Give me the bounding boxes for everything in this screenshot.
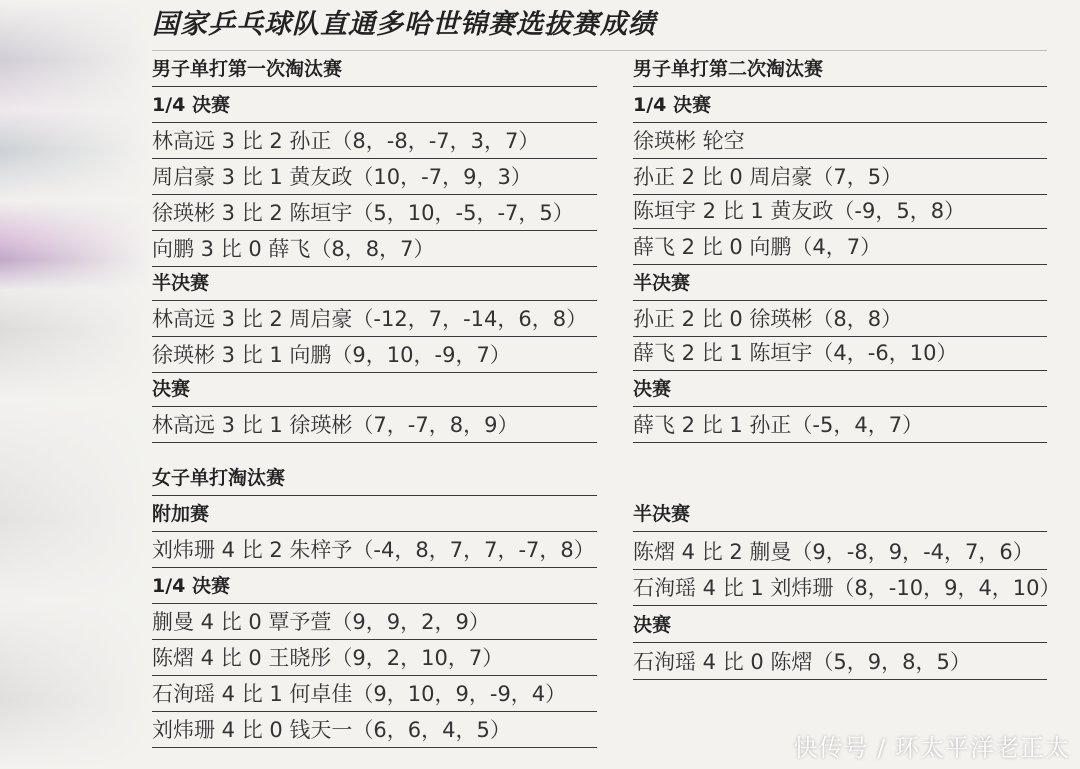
match-result: 陈垣宇 2 比 1 黄友政（-9，5，8）: [633, 194, 1047, 229]
watermark: 快传号 / 环太平洋老正太: [793, 734, 1070, 762]
match-result: 刘炜珊 4 比 0 钱天一（6，6，4，5）: [152, 713, 597, 748]
round-label-semifinal: 半决赛: [633, 497, 1047, 532]
match-result: 蒯曼 4 比 0 覃予萱（9，9，2，9）: [152, 605, 597, 640]
match-result: 薛飞 2 比 0 向鹏（4，7）: [633, 230, 1047, 265]
background-artwork: [0, 0, 150, 769]
round-label-final: 决赛: [152, 372, 597, 407]
match-result: 林高远 3 比 1 徐瑛彬（7，-7，8，9）: [152, 408, 597, 443]
match-result: 陈熠 4 比 2 蒯曼（9，-8，9，-4，7，6）: [633, 535, 1047, 570]
match-result: 周启豪 3 比 1 黄友政（10，-7，9，3）: [152, 160, 597, 195]
section-heading-womens: 女子单打淘汰赛: [152, 461, 597, 496]
section-heading-mens-second: 男子单打第二次淘汰赛: [633, 52, 1047, 87]
title-divider: [152, 50, 1047, 51]
match-result: 徐瑛彬 3 比 1 向鹏（9，10，-9，7）: [152, 338, 597, 373]
round-label-quarterfinal: 1/4 决赛: [633, 88, 1047, 123]
round-label-quarterfinal: 1/4 决赛: [152, 569, 597, 604]
match-result: 向鹏 3 比 0 薛飞（8，8，7）: [152, 232, 597, 267]
match-result: 徐瑛彬 3 比 2 陈垣宇（5，10，-5，-7，5）: [152, 196, 597, 231]
round-label-playoff: 附加赛: [152, 497, 597, 532]
match-result: 林高远 3 比 2 周启豪（-12，7，-14，6，8）: [152, 302, 597, 337]
match-result: 林高远 3 比 2 孙正（8，-8，-7，3，7）: [152, 124, 597, 159]
match-result: 孙正 2 比 0 徐瑛彬（8，8）: [633, 302, 1047, 337]
round-label-final: 决赛: [633, 372, 1047, 407]
match-result: 刘炜珊 4 比 2 朱梓予（-4，8，7，7，-7，8）: [152, 533, 597, 568]
round-label-semifinal: 半决赛: [152, 266, 597, 301]
round-label-quarterfinal: 1/4 决赛: [152, 88, 597, 123]
round-label-semifinal: 半决赛: [633, 266, 1047, 301]
match-result: 薛飞 2 比 1 陈垣宇（4，-6，10）: [633, 336, 1047, 371]
match-result: 薛飞 2 比 1 孙正（-5，4，7）: [633, 408, 1047, 443]
match-result: 陈熠 4 比 0 王晓彤（9，2，10，7）: [152, 641, 597, 676]
section-heading-mens-first: 男子单打第一次淘汰赛: [152, 52, 597, 87]
page-title: 国家乒乓球队直通多哈世锦赛选拔赛成绩: [152, 9, 656, 40]
match-result: 石洵瑶 4 比 0 陈熠（5，9，8，5）: [633, 645, 1047, 680]
match-result: 徐瑛彬 轮空: [633, 124, 1047, 159]
match-result: 孙正 2 比 0 周启豪（7，5）: [633, 160, 1047, 195]
match-result: 石洵瑶 4 比 1 刘炜珊（8，-10，9，4，10）: [633, 571, 1047, 606]
match-result: 石洵瑶 4 比 1 何卓佳（9，10，9，-9，4）: [152, 677, 597, 712]
round-label-final: 决赛: [633, 608, 1047, 643]
